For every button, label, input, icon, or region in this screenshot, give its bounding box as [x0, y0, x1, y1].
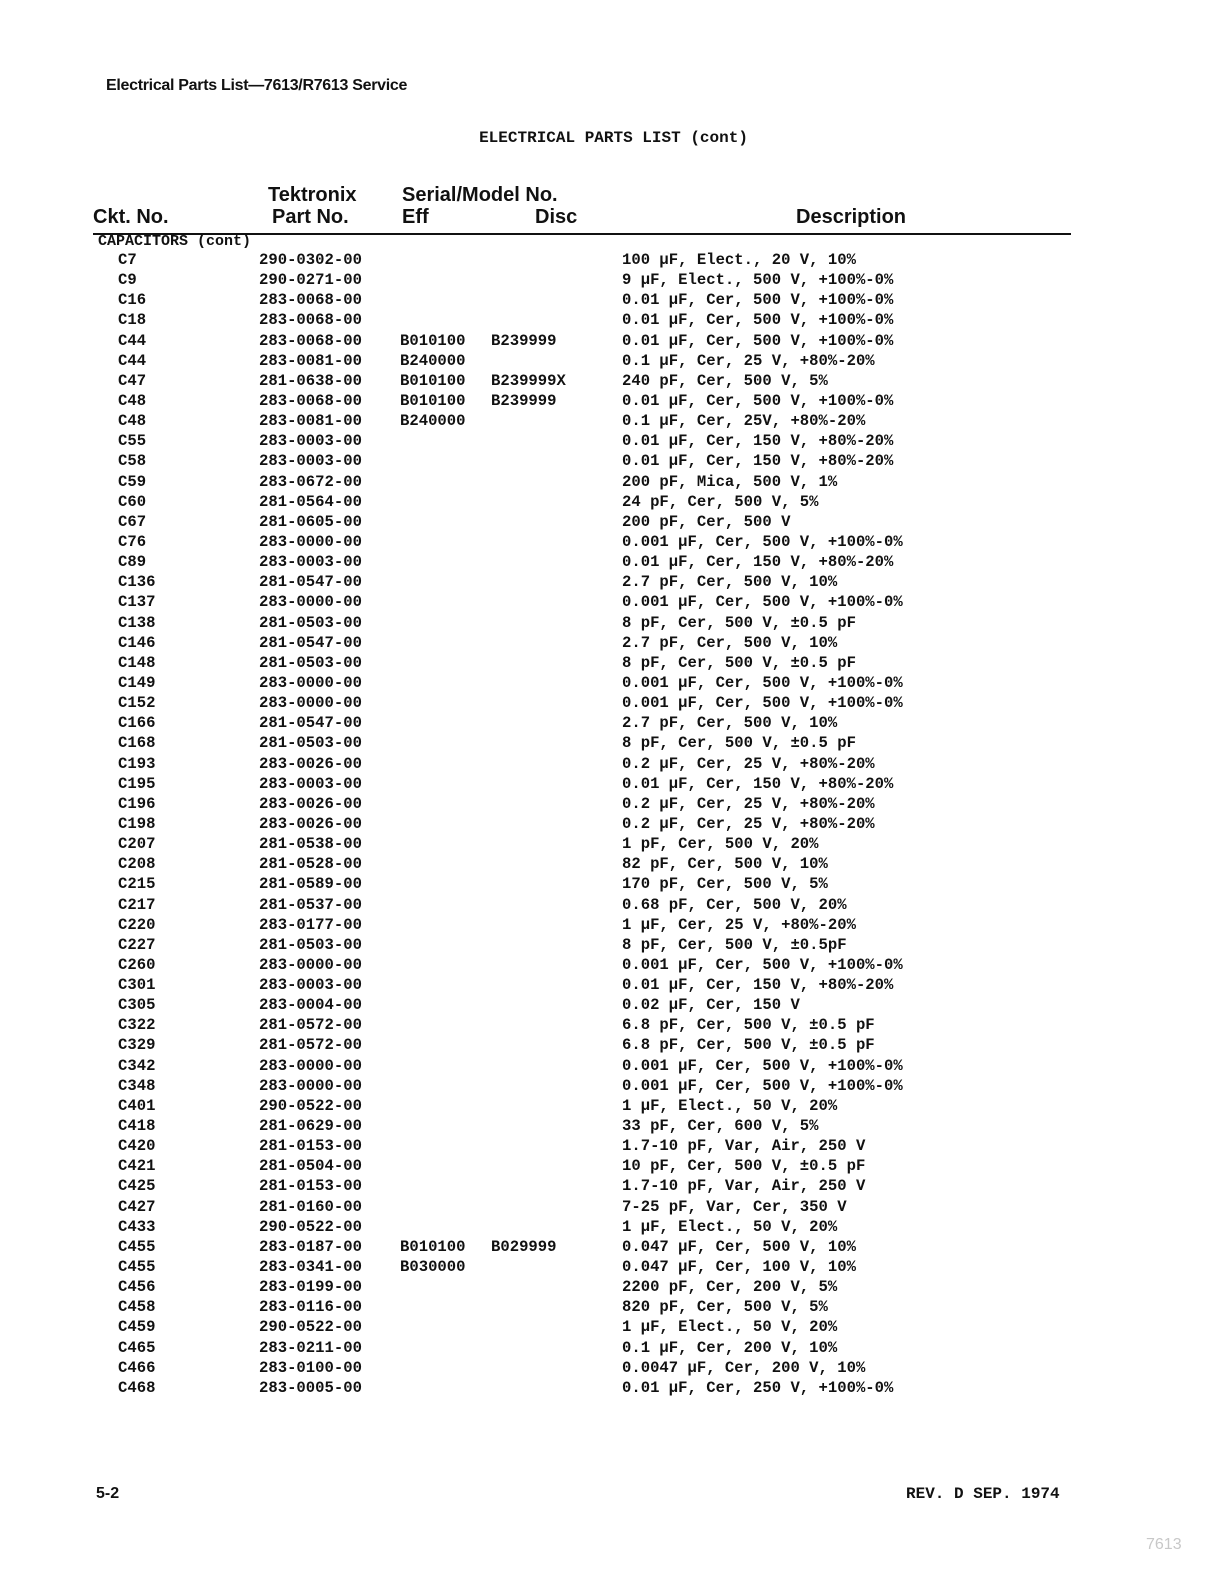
part-no-cell: 283-0081-00 [259, 412, 362, 431]
ckt-no-cell: C198 [118, 814, 156, 833]
revision-note: REV. D SEP. 1974 [906, 1485, 1060, 1503]
list-title: ELECTRICAL PARTS LIST (cont) [479, 129, 748, 147]
ckt-no-cell: C208 [118, 855, 156, 874]
ckt-no-cell: C148 [118, 653, 156, 672]
table-row [0, 1338, 1227, 1358]
table-row [0, 653, 1227, 673]
description-cell: 0.2 µF, Cer, 25 V, +80%-20% [622, 794, 875, 813]
ckt-no-cell: C456 [118, 1278, 156, 1297]
part-no-cell: 290-0522-00 [259, 1217, 362, 1236]
table-row [0, 592, 1227, 612]
part-no-cell: 283-0068-00 [259, 391, 362, 410]
table-row [0, 935, 1227, 955]
part-no-cell: 283-0000-00 [259, 1076, 362, 1095]
ckt-no-cell: C433 [118, 1217, 156, 1236]
table-row [0, 1197, 1227, 1217]
part-no-cell: 281-0572-00 [259, 1036, 362, 1055]
ckt-no-cell: C301 [118, 976, 156, 995]
description-cell: 0.001 µF, Cer, 500 V, +100%-0% [622, 593, 903, 612]
table-row [0, 1176, 1227, 1196]
parts-table [0, 250, 1227, 1398]
table-row [0, 391, 1227, 411]
ckt-no-cell: C58 [118, 452, 147, 471]
table-row [0, 1378, 1227, 1398]
table-row [0, 814, 1227, 834]
part-no-cell: 281-0538-00 [259, 835, 362, 854]
part-no-cell: 290-0522-00 [259, 1318, 362, 1337]
description-cell: 0.001 µF, Cer, 500 V, +100%-0% [622, 532, 903, 551]
ckt-no-cell: C146 [118, 633, 156, 652]
description-cell: 0.0047 µF, Cer, 200 V, 10% [622, 1358, 866, 1377]
description-cell: 0.01 µF, Cer, 500 V, +100%-0% [622, 291, 894, 310]
part-no-cell: 283-0672-00 [259, 472, 362, 491]
table-row [0, 613, 1227, 633]
table-row [0, 411, 1227, 431]
table-row [0, 431, 1227, 451]
ckt-no-cell: C48 [118, 391, 147, 410]
description-cell: 8 pF, Cer, 500 V, ±0.5 pF [622, 734, 856, 753]
description-cell: 0.02 µF, Cer, 150 V [622, 996, 800, 1015]
description-cell: 2.7 pF, Cer, 500 V, 10% [622, 633, 838, 652]
table-row [0, 290, 1227, 310]
description-cell: 820 pF, Cer, 500 V, 5% [622, 1298, 828, 1317]
description-cell: 2.7 pF, Cer, 500 V, 10% [622, 714, 838, 733]
ckt-no-cell: C425 [118, 1177, 156, 1196]
part-no-cell: 283-0005-00 [259, 1378, 362, 1397]
eff-cell: B240000 [400, 412, 466, 431]
table-row [0, 1277, 1227, 1297]
description-cell: 33 pF, Cer, 600 V, 5% [622, 1117, 819, 1136]
part-no-cell: 283-0000-00 [259, 532, 362, 551]
ckt-no-cell: C458 [118, 1298, 156, 1317]
description-cell: 0.1 µF, Cer, 25 V, +80%-20% [622, 351, 875, 370]
table-row [0, 250, 1227, 270]
part-no-cell: 283-0081-00 [259, 351, 362, 370]
description-cell: 1.7-10 pF, Var, Air, 250 V [622, 1177, 866, 1196]
part-no-cell: 281-0547-00 [259, 633, 362, 652]
part-no-cell: 283-0026-00 [259, 754, 362, 773]
table-row [0, 915, 1227, 935]
part-no-cell: 283-0026-00 [259, 794, 362, 813]
part-no-cell: 281-0537-00 [259, 895, 362, 914]
part-no-cell: 283-0000-00 [259, 673, 362, 692]
description-cell: 0.01 µF, Cer, 150 V, +80%-20% [622, 452, 894, 471]
table-row [0, 1035, 1227, 1055]
description-cell: 1.7-10 pF, Var, Air, 250 V [622, 1137, 866, 1156]
ckt-no-cell: C468 [118, 1378, 156, 1397]
ckt-no-cell: C348 [118, 1076, 156, 1095]
ckt-no-cell: C44 [118, 331, 147, 350]
description-cell: 1 µF, Cer, 25 V, +80%-20% [622, 915, 856, 934]
disc-cell: B029999 [491, 1237, 557, 1256]
ckt-no-cell: C329 [118, 1036, 156, 1055]
ckt-no-cell: C215 [118, 875, 156, 894]
description-cell: 8 pF, Cer, 500 V, ±0.5 pF [622, 653, 856, 672]
ckt-no-cell: C168 [118, 734, 156, 753]
col-ckt-no: Ckt. No. [93, 206, 169, 228]
part-no-cell: 283-0000-00 [259, 955, 362, 974]
table-row [0, 774, 1227, 794]
table-row [0, 512, 1227, 532]
table-row [0, 854, 1227, 874]
table-row [0, 492, 1227, 512]
table-row [0, 310, 1227, 330]
table-row [0, 794, 1227, 814]
eff-cell: B240000 [400, 351, 466, 370]
table-row [0, 995, 1227, 1015]
description-cell: 0.01 µF, Cer, 150 V, +80%-20% [622, 432, 894, 451]
part-no-cell: 281-0504-00 [259, 1157, 362, 1176]
description-cell: 82 pF, Cer, 500 V, 10% [622, 855, 828, 874]
part-no-cell: 283-0026-00 [259, 814, 362, 833]
ckt-no-cell: C196 [118, 794, 156, 813]
part-no-cell: 283-0116-00 [259, 1298, 362, 1317]
part-no-cell: 283-0003-00 [259, 452, 362, 471]
table-row [0, 351, 1227, 371]
disc-cell: B239999 [491, 391, 557, 410]
ckt-no-cell: C48 [118, 412, 147, 431]
part-no-cell: 281-0638-00 [259, 371, 362, 390]
section-label: CAPACITORS (cont) [98, 233, 252, 250]
part-no-cell: 281-0629-00 [259, 1117, 362, 1136]
col-eff: Eff [402, 206, 429, 228]
ckt-no-cell: C7 [118, 251, 137, 269]
part-no-cell: 281-0547-00 [259, 714, 362, 733]
table-row [0, 1297, 1227, 1317]
ckt-no-cell: C60 [118, 492, 147, 511]
description-cell: 1 pF, Cer, 500 V, 20% [622, 835, 819, 854]
ckt-no-cell: C47 [118, 371, 147, 390]
description-cell: 200 pF, Cer, 500 V [622, 512, 791, 531]
part-no-cell: 290-0522-00 [259, 1096, 362, 1115]
description-cell: 10 pF, Cer, 500 V, ±0.5 pF [622, 1157, 866, 1176]
description-cell: 0.01 µF, Cer, 150 V, +80%-20% [622, 774, 894, 793]
description-cell: 0.2 µF, Cer, 25 V, +80%-20% [622, 814, 875, 833]
ckt-no-cell: C466 [118, 1358, 156, 1377]
description-cell: 0.001 µF, Cer, 500 V, +100%-0% [622, 694, 903, 713]
watermark: 7613 [1146, 1536, 1182, 1553]
eff-cell: B010100 [400, 371, 466, 390]
description-cell: 1 µF, Elect., 50 V, 20% [622, 1318, 838, 1337]
description-cell: 0.001 µF, Cer, 500 V, +100%-0% [622, 955, 903, 974]
ckt-no-cell: C455 [118, 1258, 156, 1277]
table-row [0, 1116, 1227, 1136]
description-cell: 0.01 µF, Cer, 500 V, +100%-0% [622, 391, 894, 410]
ckt-no-cell: C420 [118, 1137, 156, 1156]
table-row [0, 673, 1227, 693]
part-no-cell: 281-0160-00 [259, 1197, 362, 1216]
description-cell: 0.1 µF, Cer, 200 V, 10% [622, 1338, 838, 1357]
table-row [0, 1136, 1227, 1156]
ckt-no-cell: C342 [118, 1056, 156, 1075]
description-cell: 8 pF, Cer, 500 V, ±0.5pF [622, 935, 847, 954]
table-row [0, 1015, 1227, 1035]
ckt-no-cell: C137 [118, 593, 156, 612]
table-row [0, 331, 1227, 351]
part-no-cell: 281-0503-00 [259, 935, 362, 954]
description-cell: 9 µF, Elect., 500 V, +100%-0% [622, 271, 894, 290]
part-no-cell: 281-0589-00 [259, 875, 362, 894]
table-row [0, 693, 1227, 713]
ckt-no-cell: C427 [118, 1197, 156, 1216]
table-row [0, 633, 1227, 653]
ckt-no-cell: C59 [118, 472, 147, 491]
table-row [0, 572, 1227, 592]
table-row [0, 1076, 1227, 1096]
col-part-no: Part No. [272, 206, 349, 228]
ckt-no-cell: C89 [118, 553, 147, 572]
part-no-cell: 290-0271-00 [259, 271, 362, 290]
table-row [0, 975, 1227, 995]
ckt-no-cell: C136 [118, 573, 156, 592]
part-no-cell: 290-0302-00 [259, 251, 362, 269]
part-no-cell: 283-0100-00 [259, 1358, 362, 1377]
eff-cell: B010100 [400, 391, 466, 410]
table-row [0, 1217, 1227, 1237]
ckt-no-cell: C459 [118, 1318, 156, 1337]
table-row [0, 1156, 1227, 1176]
ckt-no-cell: C67 [118, 512, 147, 531]
ckt-no-cell: C227 [118, 935, 156, 954]
description-cell: 8 pF, Cer, 500 V, ±0.5 pF [622, 613, 856, 632]
table-row [0, 1096, 1227, 1116]
description-cell: 0.001 µF, Cer, 500 V, +100%-0% [622, 1056, 903, 1075]
ckt-no-cell: C421 [118, 1157, 156, 1176]
part-no-cell: 281-0547-00 [259, 573, 362, 592]
table-row [0, 895, 1227, 915]
part-no-cell: 283-0068-00 [259, 331, 362, 350]
table-row [0, 1056, 1227, 1076]
table-row [0, 532, 1227, 552]
description-cell: 0.01 µF, Cer, 150 V, +80%-20% [622, 553, 894, 572]
table-row [0, 874, 1227, 894]
description-cell: 24 pF, Cer, 500 V, 5% [622, 492, 819, 511]
table-row [0, 472, 1227, 492]
table-row [0, 1358, 1227, 1378]
part-no-cell: 283-0004-00 [259, 996, 362, 1015]
table-row [0, 270, 1227, 290]
ckt-no-cell: C305 [118, 996, 156, 1015]
ckt-no-cell: C18 [118, 311, 147, 330]
document-header: Electrical Parts List—7613/R7613 Service [106, 77, 408, 94]
part-no-cell: 283-0177-00 [259, 915, 362, 934]
part-no-cell: 281-0605-00 [259, 512, 362, 531]
eff-cell: B010100 [400, 1237, 466, 1256]
ckt-no-cell: C217 [118, 895, 156, 914]
description-cell: 0.01 µF, Cer, 150 V, +80%-20% [622, 976, 894, 995]
description-cell: 7-25 pF, Var, Cer, 350 V [622, 1197, 847, 1216]
description-cell: 0.1 µF, Cer, 25V, +80%-20% [622, 412, 866, 431]
table-row [0, 371, 1227, 391]
part-no-cell: 283-0003-00 [259, 432, 362, 451]
page-number: 5-2 [96, 1485, 120, 1502]
ckt-no-cell: C138 [118, 613, 156, 632]
description-cell: 0.047 µF, Cer, 500 V, 10% [622, 1237, 856, 1256]
ckt-no-cell: C149 [118, 673, 156, 692]
part-no-cell: 281-0503-00 [259, 613, 362, 632]
ckt-no-cell: C260 [118, 955, 156, 974]
ckt-no-cell: C418 [118, 1117, 156, 1136]
description-cell: 6.8 pF, Cer, 500 V, ±0.5 pF [622, 1016, 875, 1035]
col-tektronix: Tektronix [268, 184, 357, 206]
eff-cell: B030000 [400, 1258, 466, 1277]
ckt-no-cell: C193 [118, 754, 156, 773]
description-cell: 0.001 µF, Cer, 500 V, +100%-0% [622, 1076, 903, 1095]
ckt-no-cell: C401 [118, 1096, 156, 1115]
ckt-no-cell: C166 [118, 714, 156, 733]
description-cell: 0.01 µF, Cer, 250 V, +100%-0% [622, 1378, 894, 1397]
description-cell: 1 µF, Elect., 50 V, 20% [622, 1217, 838, 1236]
description-cell: 6.8 pF, Cer, 500 V, ±0.5 pF [622, 1036, 875, 1055]
description-cell: 170 pF, Cer, 500 V, 5% [622, 875, 828, 894]
ckt-no-cell: C76 [118, 532, 147, 551]
description-cell: 0.001 µF, Cer, 500 V, +100%-0% [622, 673, 903, 692]
table-row [0, 834, 1227, 854]
description-cell: 0.68 pF, Cer, 500 V, 20% [622, 895, 847, 914]
table-row [0, 552, 1227, 572]
part-no-cell: 283-0000-00 [259, 1056, 362, 1075]
part-no-cell: 283-0187-00 [259, 1237, 362, 1256]
part-no-cell: 283-0000-00 [259, 593, 362, 612]
table-row [0, 733, 1227, 753]
part-no-cell: 281-0572-00 [259, 1016, 362, 1035]
part-no-cell: 281-0503-00 [259, 734, 362, 753]
part-no-cell: 281-0528-00 [259, 855, 362, 874]
description-cell: 200 pF, Mica, 500 V, 1% [622, 472, 838, 491]
eff-cell: B010100 [400, 331, 466, 350]
ckt-no-cell: C207 [118, 835, 156, 854]
ckt-no-cell: C44 [118, 351, 147, 370]
disc-cell: B239999X [491, 371, 566, 390]
part-no-cell: 283-0341-00 [259, 1258, 362, 1277]
table-row [0, 451, 1227, 471]
table-row [0, 1317, 1227, 1337]
ckt-no-cell: C220 [118, 915, 156, 934]
disc-cell: B239999 [491, 331, 557, 350]
part-no-cell: 281-0564-00 [259, 492, 362, 511]
part-no-cell: 281-0503-00 [259, 653, 362, 672]
part-no-cell: 283-0003-00 [259, 976, 362, 995]
ckt-no-cell: C9 [118, 271, 137, 290]
part-no-cell: 283-0003-00 [259, 774, 362, 793]
description-cell: 0.2 µF, Cer, 25 V, +80%-20% [622, 754, 875, 773]
part-no-cell: 281-0153-00 [259, 1177, 362, 1196]
part-no-cell: 283-0068-00 [259, 291, 362, 310]
part-no-cell: 283-0000-00 [259, 694, 362, 713]
table-row [0, 1237, 1227, 1257]
table-row [0, 754, 1227, 774]
description-cell: 0.047 µF, Cer, 100 V, 10% [622, 1258, 856, 1277]
description-cell: 100 µF, Elect., 20 V, 10% [622, 251, 856, 269]
ckt-no-cell: C55 [118, 432, 147, 451]
description-cell: 2200 pF, Cer, 200 V, 5% [622, 1278, 838, 1297]
description-cell: 240 pF, Cer, 500 V, 5% [622, 371, 828, 390]
description-cell: 1 µF, Elect., 50 V, 20% [622, 1096, 838, 1115]
part-no-cell: 283-0211-00 [259, 1338, 362, 1357]
part-no-cell: 283-0068-00 [259, 311, 362, 330]
table-row [0, 1257, 1227, 1277]
ckt-no-cell: C16 [118, 291, 147, 310]
description-cell: 0.01 µF, Cer, 500 V, +100%-0% [622, 311, 894, 330]
ckt-no-cell: C322 [118, 1016, 156, 1035]
description-cell: 2.7 pF, Cer, 500 V, 10% [622, 573, 838, 592]
ckt-no-cell: C455 [118, 1237, 156, 1256]
ckt-no-cell: C465 [118, 1338, 156, 1357]
part-no-cell: 283-0003-00 [259, 553, 362, 572]
table-row [0, 955, 1227, 975]
col-serial-model: Serial/Model No. [402, 184, 558, 206]
part-no-cell: 281-0153-00 [259, 1137, 362, 1156]
col-description: Description [796, 206, 907, 228]
col-disc: Disc [535, 206, 578, 228]
table-row [0, 713, 1227, 733]
part-no-cell: 283-0199-00 [259, 1278, 362, 1297]
description-cell: 0.01 µF, Cer, 500 V, +100%-0% [622, 331, 894, 350]
ckt-no-cell: C152 [118, 694, 156, 713]
ckt-no-cell: C195 [118, 774, 156, 793]
